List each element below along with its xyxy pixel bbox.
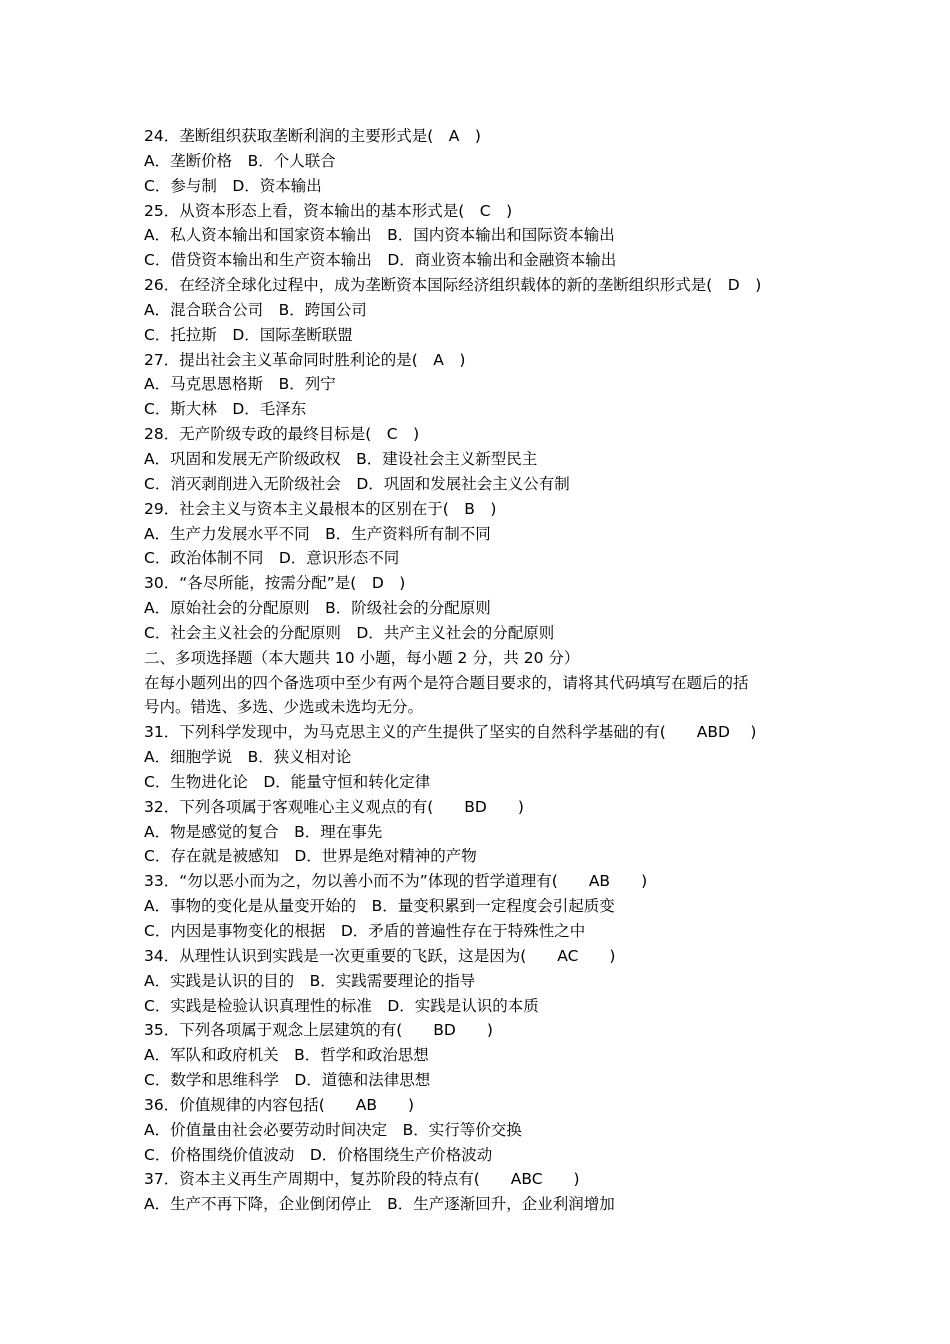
text-line: C．实践是检验认识真理性的标准 D．实践是认识的本质: [144, 996, 539, 1015]
text-line: 34．从理性认识到实践是一次更重要的飞跃，这是因为( AC ): [144, 946, 616, 965]
text-line: 26．在经济全球化过程中，成为垄断资本国际经济组织载体的新的垄断组织形式是( D ): [144, 276, 762, 295]
text-line: A．生产不再下降，企业倒闭停止 B．生产逐渐回升，企业利润增加: [144, 1195, 615, 1214]
text-line: A．物是感觉的复合 B．理在事先: [144, 822, 383, 841]
text-line: C．内因是事物变化的根据 D．矛盾的普遍性存在于特殊性之中: [144, 922, 586, 940]
text-line: A．实践是认识的目的 B．实践需要理论的指导: [144, 971, 476, 990]
text-line: A．事物的变化是从量变开始的 B．量变积累到一定程度会引起质变: [144, 897, 615, 916]
text-line: 33．“勿以恶小而为之，勿以善小而不为”体现的哲学道理有( AB ): [144, 872, 648, 891]
text-line: A．生产力发展水平不同 B．生产资料所有制不同: [144, 524, 491, 543]
text-line: C．社会主义社会的分配原则 D．共产主义社会的分配原则: [144, 623, 555, 642]
text-line: A．混合联合公司 B．跨国公司: [144, 300, 367, 319]
text-line: C．政治体制不同 D．意识形态不同: [144, 549, 400, 568]
text-line: 27．提出社会主义革命同时胜利论的是( A ): [144, 350, 466, 369]
text-line: A．垄断价格 B．个人联合: [144, 151, 336, 170]
text-line: 号内。错选、多选、少选或未选均无分。: [144, 698, 424, 717]
text-line: C．斯大林 D．毛泽东: [144, 400, 307, 419]
text-line: C．存在就是被感知 D．世界是绝对精神的产物: [144, 847, 477, 866]
text-line: 二、多项选择题（本大题共 10 小题，每小题 2 分，共 20 分）: [144, 648, 580, 667]
text-line: C．托拉斯 D．国际垄断联盟: [144, 325, 353, 344]
text-line: A．原始社会的分配原则 B．阶级社会的分配原则: [144, 599, 491, 618]
text-line: A．马克思恩格斯 B．列宁: [144, 375, 336, 394]
text-line: C．数学和思维科学 D．道德和法律思想: [144, 1071, 431, 1090]
text-line: C．消灭剥削进入无阶级社会 D．巩固和发展社会主义公有制: [144, 474, 570, 493]
text-line: 24．垄断组织获取垄断利润的主要形式是( A ): [144, 127, 481, 145]
text-line: 32．下列各项属于客观唯心主义观点的有( BD ): [144, 797, 524, 816]
text-line: C．生物进化论 D．能量守恒和转化定律: [144, 772, 431, 791]
text-line: A．私人资本输出和国家资本输出 B．国内资本输出和国际资本输出: [144, 226, 615, 245]
text-line: 29．社会主义与资本主义最根本的区别在于( B ): [144, 499, 497, 518]
text-line: 31．下列科学发现中，为马克思主义的产生提供了坚实的自然科学基础的有( ABD ): [144, 723, 757, 742]
text-line: 30．“各尽所能，按需分配”是( D ): [144, 574, 406, 593]
exam-text-body: [144, 124, 816, 1217]
text-line: 37．资本主义再生产周期中，复苏阶段的特点有( ABC ): [144, 1170, 580, 1189]
text-line: C．参与制 D．资本输出: [144, 176, 322, 195]
text-line: 35．下列各项属于观念上层建筑的有( BD ): [144, 1021, 493, 1040]
text-line: C．借贷资本输出和生产资本输出 D．商业资本输出和金融资本输出: [144, 251, 617, 270]
text-line: A．军队和政府机关 B．哲学和政治思想: [144, 1046, 429, 1065]
text-line: 在每小题列出的四个备选项中至少有两个是符合题目要求的，请将其代码填写在题后的括: [144, 673, 749, 692]
text-line: 36．价值规律的内容包括( AB ): [144, 1095, 415, 1114]
text-line: 28．无产阶级专政的最终目标是( C ): [144, 425, 420, 444]
text-line: 25．从资本形态上看，资本输出的基本形式是( C ): [144, 201, 513, 220]
text-line: A．价值量由社会必要劳动时间决定 B．实行等价交换: [144, 1120, 522, 1139]
text-line: C．价格围绕价值波动 D．价格围绕生产价格波动: [144, 1145, 493, 1164]
text-line: A．巩固和发展无产阶级政权 B．建设社会主义新型民主: [144, 449, 538, 468]
text-line: A．细胞学说 B．狭义相对论: [144, 748, 352, 767]
